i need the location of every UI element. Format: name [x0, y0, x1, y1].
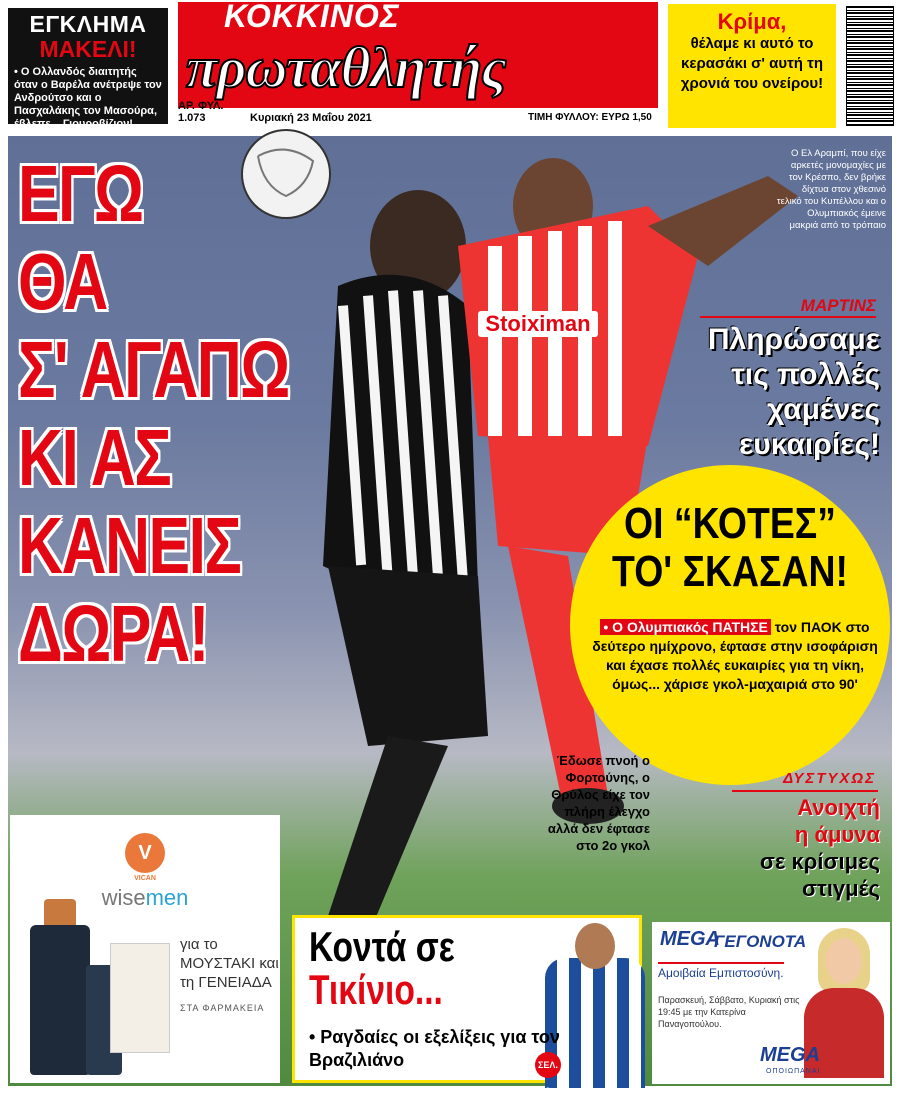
quote-line: Πληρώσαμε: [707, 323, 880, 356]
brand-part-b: men: [145, 885, 189, 910]
presenter-face: [826, 938, 862, 984]
mega-details: Παρασκευή, Σάββατο, Κυριακή στις 19:45 με την Κατερίνα Παναγοπούλου.: [658, 995, 800, 1029]
page-badge: ΣΕΛ. 9: [535, 1052, 561, 1078]
newspaper-logo: [178, 2, 658, 108]
headline-line: Σ' ΑΓΑΠΩ: [18, 325, 289, 414]
mega-advert[interactable]: [652, 922, 890, 1084]
dystyxos-divider: [732, 790, 878, 792]
mega-logo-bottom: ΜEGA: [760, 1044, 820, 1066]
headline-line: ΚΙ ΑΣ: [18, 413, 171, 502]
martins-divider: [700, 316, 876, 318]
kotes-highlight: • Ο Ολυμπιακός ΠΑΤΗΣΕ: [600, 619, 771, 635]
crime-subtitle: ΜΑΚΕΛΙ!: [39, 36, 137, 62]
issue-label: ΑΡ. ΦΥΛ.: [178, 100, 224, 112]
fortounis-caption: Έδωσε πνοή ο Φορτούνης, ο Θρύλος είχε τον πλήρη έλεγχο αλλά δεν έφτασε στο 2ο γκολ: [547, 753, 650, 853]
tikinio-line-3: • Ραγδαίες οι εξελίξεις για τον Βραζιλιάνο: [309, 1027, 560, 1070]
barcode: [846, 6, 894, 126]
yellow-teaser-box: [668, 4, 836, 128]
brand-part-a: wise: [101, 885, 146, 910]
product-box: [110, 943, 170, 1053]
dystyxos-black-line: στιγμές: [801, 876, 880, 901]
crime-teaser-box: [8, 8, 168, 130]
teaser-title: Κρίμα,: [717, 9, 787, 34]
shampoo-bottle: [30, 925, 90, 1075]
mega-logo: ΜEGA: [660, 928, 720, 950]
teaser-text: θέλαμε κι αυτό το κερασάκι σ' αυτή τη χρονιά του ονείρου!: [680, 35, 824, 92]
tikinio-line-2: Τικίνιο...: [309, 966, 443, 1013]
quote-line: χαμένες: [766, 393, 880, 426]
kotes-headline: [575, 500, 885, 596]
shirt-sponsor: Stoiximan: [478, 311, 598, 337]
publication-date: Κυριακή 23 Μαΐου 2021: [250, 112, 372, 124]
issue-price: ΤΙΜΗ ΦΥΛΛΟΥ: ΕΥΡΩ 1,50: [528, 112, 652, 123]
vican-advert[interactable]: [10, 815, 280, 1083]
dystyxos-label: ΔΥΣΤΥΧΩΣ: [783, 770, 876, 787]
logo-top-text: ΚΟΚΚΙΝΟΣ: [224, 0, 400, 34]
issue-number: [178, 100, 248, 124]
headline-line: ΚΑΝΕΙΣ: [18, 501, 241, 590]
martins-quote: [640, 322, 880, 462]
dystyxos-red-line: η άμυνα: [794, 822, 880, 847]
kotes-line: ΤΟ' ΣΚΑΣΑΝ!: [612, 547, 848, 596]
kotes-text: [585, 618, 885, 694]
headline-line: ΔΩΡΑ!: [18, 589, 208, 678]
vican-small-brand: VICAN: [134, 875, 156, 882]
photo-caption: Ο Ελ Αραμπί, που είχε αρκετές μονομαχίες με τον Κρέσπο, δεν βρήκε δίχτυα στον χθεσινό τελικό του Κυπέλλου και ο Ολυμπιακός έμεινε μακριά από το τρόπαιο: [776, 148, 886, 231]
headline-line: ΘΑ: [18, 237, 107, 326]
kotes-line: ΟΙ “ΚΟΤΕΣ”: [624, 499, 836, 548]
dystyxos-red-line: Ανοιχτή: [797, 795, 880, 820]
tikinio-line-1: Κοντά σε: [309, 923, 455, 970]
crime-title: ΕΓΚΛΗΜΑ: [29, 11, 147, 37]
logo-main-text: πρωταθλητής: [186, 35, 506, 100]
vican-logo-icon: V: [125, 833, 165, 873]
dystyxos-text: [690, 794, 880, 902]
player-head: [575, 923, 615, 969]
martins-label: ΜΑΡΤΙΝΣ: [800, 296, 876, 315]
quote-line: τις πολλές: [731, 358, 880, 391]
headline-line: ΕΓΩ: [18, 149, 143, 238]
main-headline: [18, 150, 378, 678]
issue-value: 1.073: [178, 112, 206, 124]
crime-text: • Ο Ολλανδός διαιτητής όταν ο Βαρέλα ανέτρεψε τον Ανδρούτσο και ο Πασχαλάκης τον Μασούρα, έβλεπε... Γιουροβίζιον!: [14, 66, 162, 130]
tikinio-teaser[interactable]: [292, 915, 642, 1096]
mega-title: ΓΕΓΟΝΟΤΑ: [714, 932, 807, 951]
wisemen-brand: [70, 885, 220, 911]
mega-logo-bottom-sub: ΟΠΟΙΩΠΑΝΑΙ: [766, 1068, 821, 1075]
quote-line: ευκαιρίες!: [739, 428, 880, 461]
mega-subtitle: Αμοιβαία Εμπιστοσύνη.: [658, 962, 784, 980]
vican-text: για το ΜΟΥΣΤΑΚΙ και τη ΓΕΝΕΙΑΔΑ: [180, 936, 279, 991]
dystyxos-black-line: σε κρίσιμες: [759, 849, 880, 874]
vican-small-text: ΣΤΑ ΦΑΡΜΑΚΕΙΑ: [180, 1003, 265, 1013]
kotes-body: τον ΠΑΟΚ στο δεύτερο ημίχρονο, έφτασε στην ισοφάριση και έχασε πολλές ευκαιρίες για τη νίκη, όμως... χάρισε γκολ-μαχαιριά στο 90': [592, 619, 878, 692]
